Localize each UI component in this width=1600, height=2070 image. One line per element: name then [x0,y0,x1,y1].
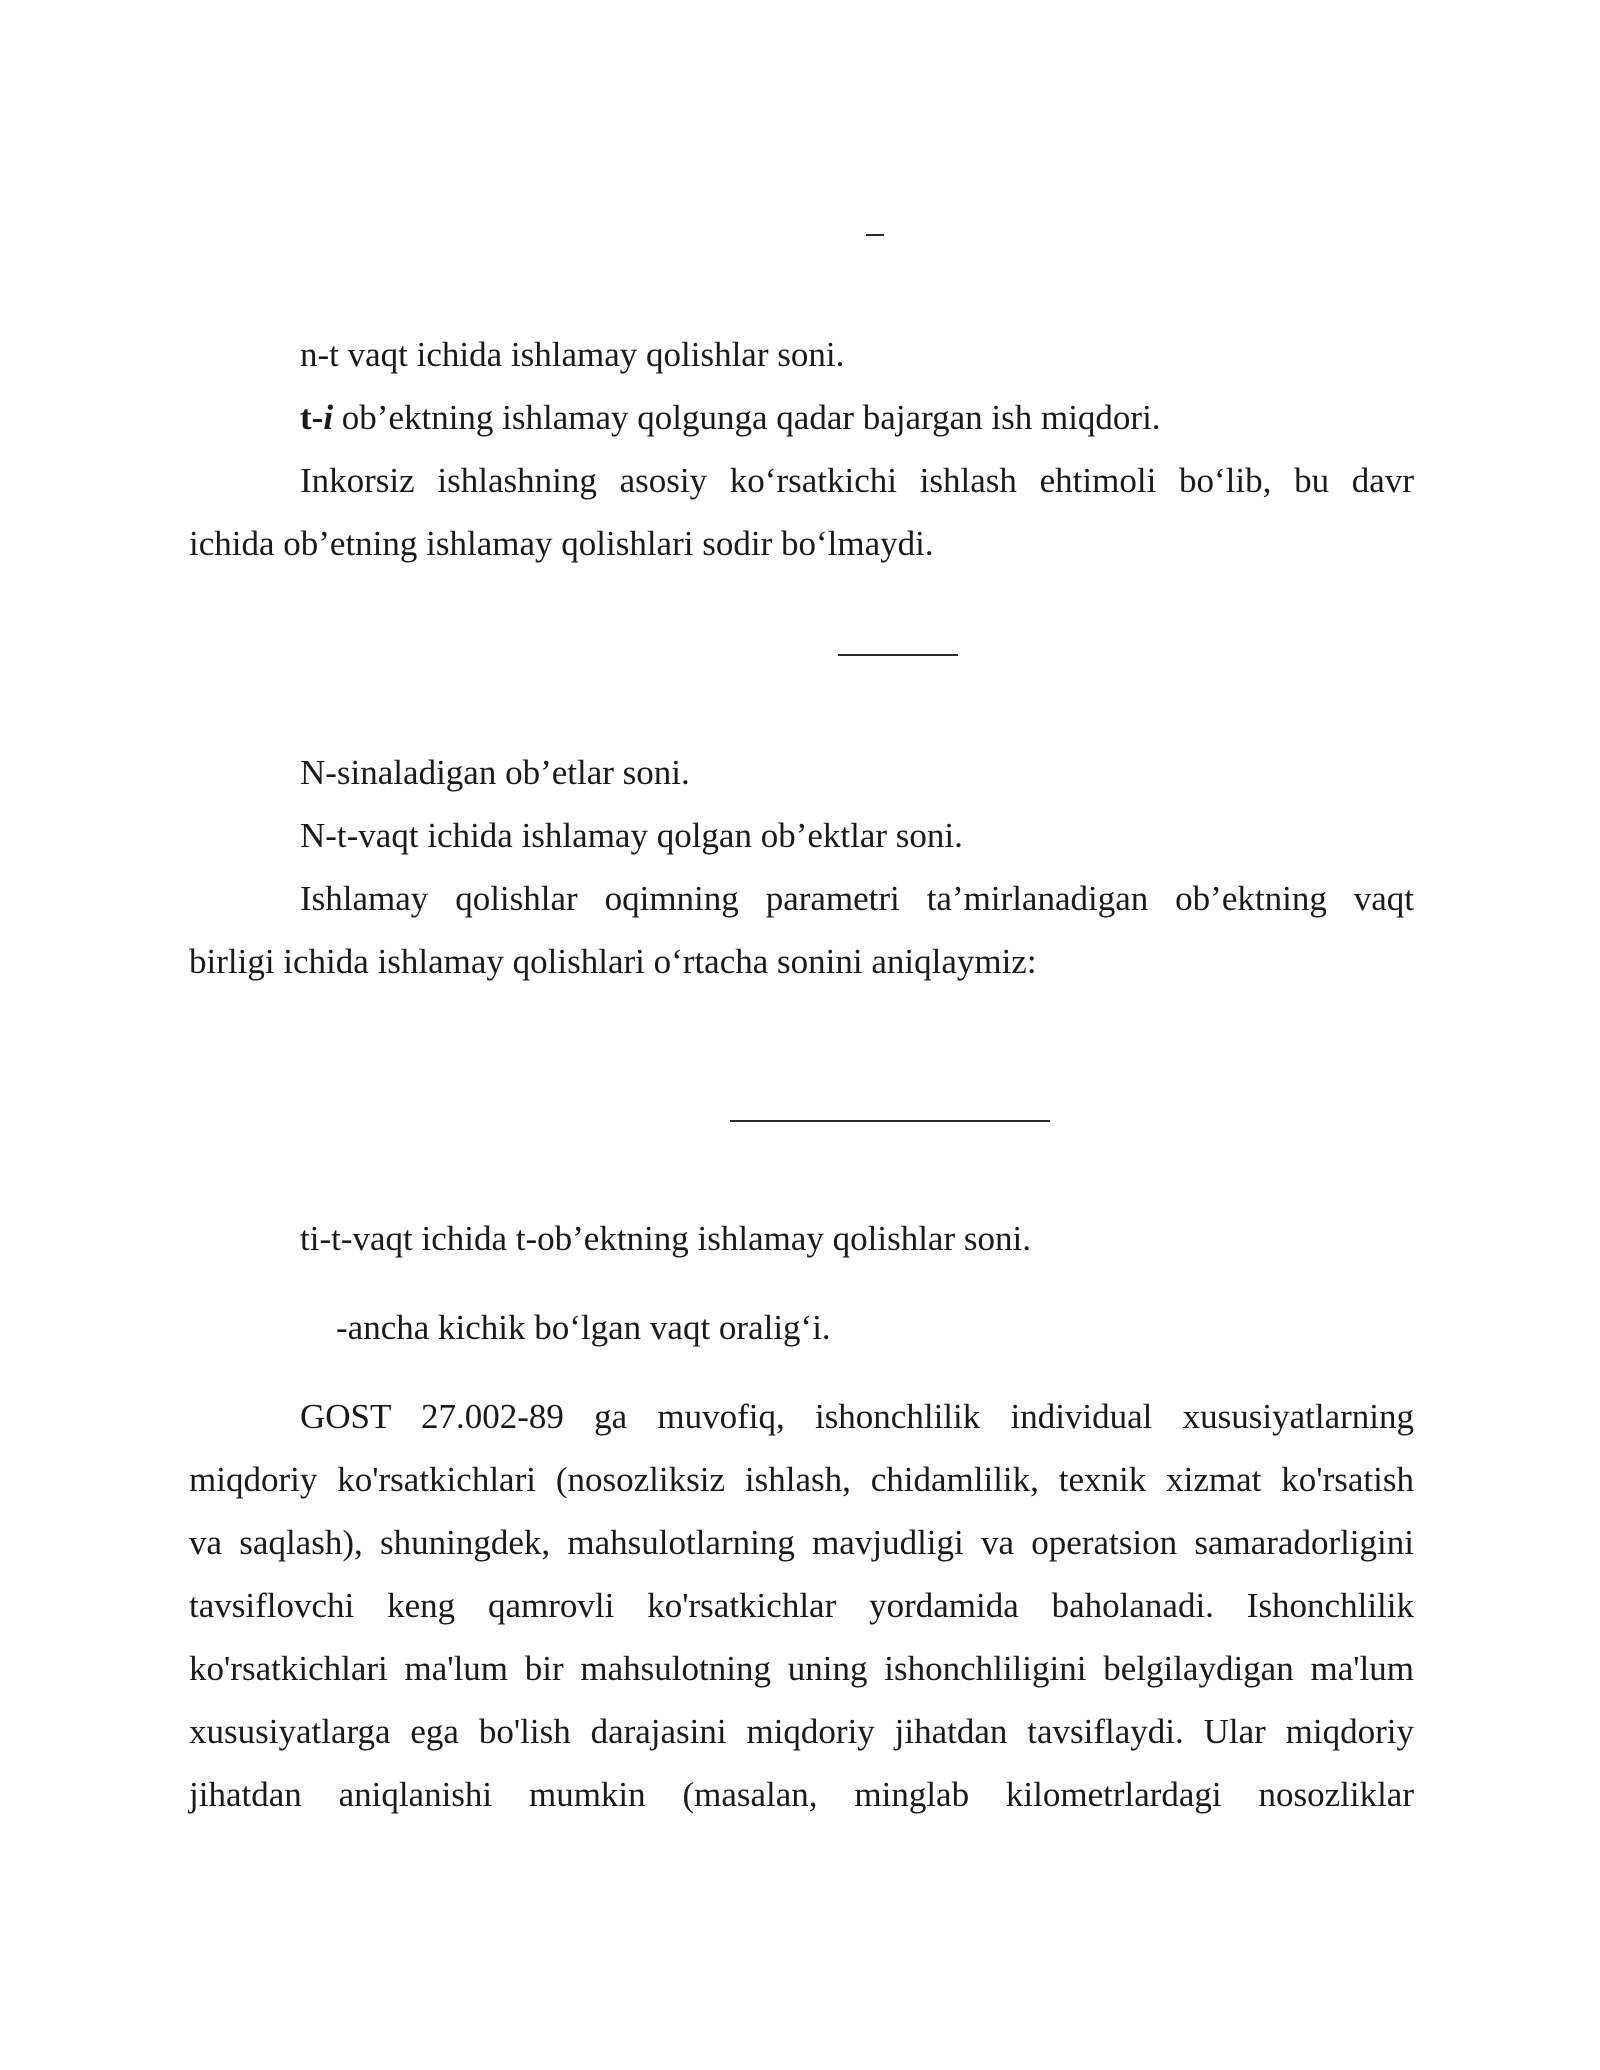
definition-n-t: n-t vaqt ichida ishlamay qolishlar soni. [300,335,845,374]
symbol-i: i [323,398,334,437]
paragraph-2-line-2: birligi ichida ishlamay qolishlari o‘rtacha sonini aniqlaymiz: [189,942,1037,981]
paragraph-1-line-1: Inkorsiz ishlashning asosiy ko‘rsatkichi ishlash ehtimoli bo‘lib, bu davr [300,461,1414,500]
definition-ti-t: ti-t-vaqt ichida t-ob’ektning ishlamay qolishlar soni. [300,1219,1031,1258]
formula-fraction-bar-3 [730,1120,1050,1122]
gost-paragraph-line-5: ko'rsatkichlari ma'lum bir mahsulotning uning ishonchliligini belgilaydigan ma'lum [189,1649,1414,1688]
symbol-t: t- [300,398,324,437]
paragraph-1-line-2: ichida ob’etning ishlamay qolishlari sodir bo‘lmaydi. [189,524,934,563]
gost-paragraph-line-3: va saqlash), shuningdek, mahsulotlarning mavjudligi va operatsion samaradorligini [189,1523,1414,1562]
definition-t-i-text: ob’ektning ishlamay qolgunga qadar bajargan ish miqdori. [333,398,1161,437]
gost-paragraph-line-2: miqdoriy ko'rsatkichlari (nosozliksiz ishlash, chidamlilik, texnik xizmat ko'rsatish [189,1460,1414,1499]
formula-fraction-bar-2 [838,654,958,656]
gost-paragraph-line-7: jihatdan aniqlanishi mumkin (masalan, minglab kilometrlardagi nosozliklar [189,1775,1414,1814]
definition-N-t: N-t-vaqt ichida ishlamay qolgan ob’ektlar soni. [300,816,963,855]
definition-N: N-sinaladigan ob’etlar soni. [300,753,690,792]
gost-paragraph-line-4: tavsiflovchi keng qamrovli ko'rsatkichlar yordamida baholanadi. Ishonchlilik [189,1586,1414,1625]
definition-delta-t: -ancha kichik bo‘lgan vaqt oralig‘i. [336,1308,831,1347]
formula-fraction-bar-1 [866,234,884,236]
paragraph-2-line-1: Ishlamay qolishlar oqimning parametri ta’mirlanadigan ob’ektning vaqt [300,879,1414,918]
gost-paragraph-line-1: GOST 27.002-89 ga muvofiq, ishonchlilik individual xususiyatlarning [300,1397,1414,1436]
gost-paragraph-line-6: xususiyatlarga ega bo'lish darajasini miqdoriy jihatdan tavsiflaydi. Ular miqdoriy [189,1712,1414,1751]
definition-t-i [300,397,1161,439]
